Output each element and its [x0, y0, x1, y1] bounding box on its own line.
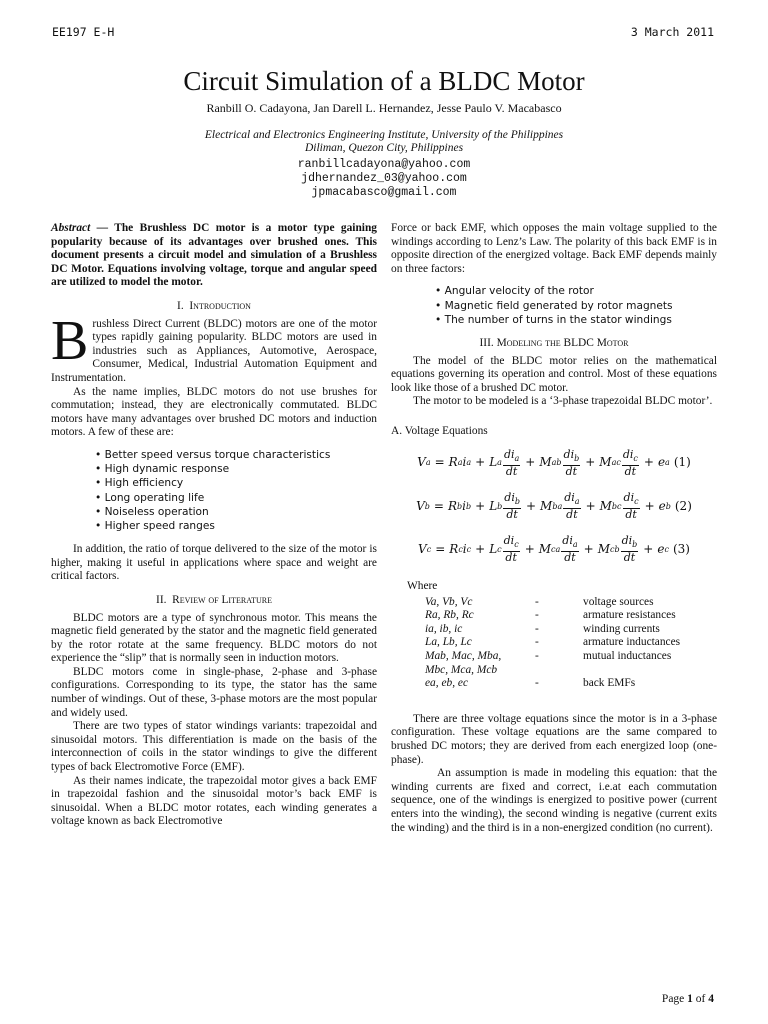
symbol-table	[425, 596, 680, 691]
list-item: • Noiseless operation	[95, 505, 377, 519]
back-emf-factors-list	[391, 284, 717, 327]
table-row: La, Lb, Lc - armature inductances	[425, 636, 681, 649]
paper-title: Circuit Simulation of a BLDC Motor	[183, 66, 585, 96]
advantages-list	[51, 448, 377, 533]
review-paragraph-2: BLDC motors come in single-phase, 2-phase and 3-phase configurations. Corresponding to its type, the stator has the same number of windings. Out of these, 3-phase motors are the most popular and widely used.	[51, 665, 377, 719]
modeling-paragraph-2: The motor to be modeled is a ‘3-phase trapezoidal BLDC motor’.	[413, 395, 713, 408]
table-row: Mbc, Mca, Mcb	[425, 663, 498, 676]
abstract-text: — The Brushless DC motor is a motor type gaining popularity because of its advantages over brushed ones. This document presents a circuit model and simulation of a Brushless DC Motor. Equations involving voltage, torque and angular speed are utilized to model the motor.	[51, 222, 377, 289]
list-item: • High efficiency	[95, 476, 377, 490]
where-label: Where	[407, 580, 438, 593]
review-paragraph-3: There are two types of stator windings variants: trapezoidal and sinusoidal motors. This differentiation is made on the basis of the interconnection of coils in the stator windings to give the different types of back Electromotive Force (EMF).	[51, 720, 377, 774]
affiliation	[0, 129, 768, 155]
equation-number: (2)	[674, 498, 692, 513]
section-heading-introduction: I. Introduction	[177, 299, 251, 312]
left-column	[51, 222, 377, 829]
section-heading-review: II. Review of Literature	[156, 593, 272, 606]
abstract	[51, 222, 377, 290]
intro-paragraph-3: In addition, the ratio of torque delivered to the size of the motor is higher, making it useful in applications where space and weight are critical factors.	[51, 543, 377, 583]
section-heading-modeling: III. Modeling the BLDC Motor	[479, 336, 629, 349]
table-row: Mab, Mac, Mba, - mutual inductances	[425, 650, 672, 663]
affiliation-line-2: Diliman, Quezon City, Philippines	[304, 142, 464, 154]
right-column	[391, 222, 717, 835]
intro-paragraph-2: As the name implies, BLDC motors do not use brushes for commutation; instead, they are electronically commutated. BLDC motors have many advantages over brushed DC motors and induction motors. A few of these are:	[51, 385, 377, 439]
right-paragraph-3: An assumption is made in modeling this equation: that the winding currents are fixed and correct, i.e.at each commutation sequence, one of the windings is energized to positive power (current enters into the winding), the second winding is negative (current exits the winding) and the third is in a non-energized condition (no current).	[391, 767, 717, 834]
header-left: EE197 E-H	[52, 25, 115, 39]
list-item: • Higher speed ranges	[95, 519, 377, 533]
table-row: Ra, Rb, Rc - armature resistances	[425, 609, 676, 622]
equation-1: V a = R a i a + L a $di_a$ dt + M ab $di_b$ dt + M ac $di_c$ dt + e a (1)	[417, 447, 691, 478]
equation-number: (3)	[672, 541, 690, 556]
list-item: • High dynamic response	[95, 462, 377, 476]
review-paragraph-4: As their names indicate, the trapezoidal motor gives a back EMF in trapezoidal fashion and the sinusoidal motor’s back EMF is sinusoidal. When a BLDC motor rotates, each winding generates a voltage known as back Electromotive	[51, 774, 377, 828]
list-item: • Better speed versus torque characteristics	[95, 448, 377, 462]
list-item: • The number of turns in the stator windings	[435, 313, 717, 327]
list-item: • Long operating life	[95, 491, 377, 505]
modeling-paragraph-1: The model of the BLDC motor relies on the mathematical equations governing its operation and control. Most of these equations look like those of a brushed DC motor.	[391, 354, 717, 394]
table-row: ia, ib, ic - winding currents	[425, 622, 660, 635]
header-right: 3 March 2011	[630, 25, 714, 39]
affiliation-line-1: Electrical and Electronics Engineering Institute, University of the Philippines	[204, 129, 564, 141]
emails	[0, 158, 768, 200]
drop-cap: B	[51, 317, 89, 372]
right-paragraph-2: There are three voltage equations since the motor is in a 3-phase configuration. These voltage equations are the same compared to brushed DC motors; they are derived from each energized loop (one-phase).	[391, 712, 717, 766]
subsection-voltage-equations: A. Voltage Equations	[391, 424, 488, 437]
abstract-lead: Abstract	[51, 222, 91, 234]
equation-number: (1)	[673, 455, 691, 470]
review-paragraph-1: BLDC motors are a type of synchronous motor. This means the magnetic field generated by the stator and the magnetic field generated by the rotor rotate at the same frequency. BLDC motors do not experience the “slip” that is normally seen in induction motors.	[51, 611, 377, 665]
authors: Ranbill O. Cadayona, Jan Darell L. Hernandez, Jesse Paulo V. Macabasco	[206, 101, 562, 115]
email-1: ranbillcadayona@yahoo.com	[297, 158, 471, 171]
equation-3: V c = R c i c + L c $di_c$ dt + M ca $di_a$ dt + M cb $di_b$ dt + e c (3)	[418, 533, 690, 565]
email-2: jdhernandez_03@yahoo.com	[301, 172, 467, 185]
right-paragraph-1: Force or back EMF, which opposes the main voltage supplied to the windings according to Lenz’s Law. The polarity of this back EMF is in opposite direction of the energized voltage. Back EMF depends mainly on three factors:	[391, 222, 717, 275]
list-item: • Angular velocity of the rotor	[435, 284, 717, 298]
email-3: jpmacabasco@gmail.com	[311, 186, 457, 199]
table-row: ea, eb, ec - back EMFs	[425, 677, 636, 690]
intro-paragraph-1: B rushless Direct Current (BLDC) motors are one of the motor types rapidly gaining popularity. BLDC motors are used in industries such as Appliances, Automotive, Aerospace, Consumer, Medical, Industrial Automation Equipment and Instrumentation.	[51, 317, 377, 384]
equation-2: V b = R b i b + L b $di_b$ dt + M ba $di_a$ dt + M bc $di_c$ dt + e b (2)	[416, 490, 692, 521]
table-row: Va, Vb, Vc - voltage sources	[425, 595, 654, 608]
list-item: • Magnetic field generated by rotor magnets	[435, 299, 717, 313]
page-footer: Page 1 of 4	[661, 993, 714, 1005]
